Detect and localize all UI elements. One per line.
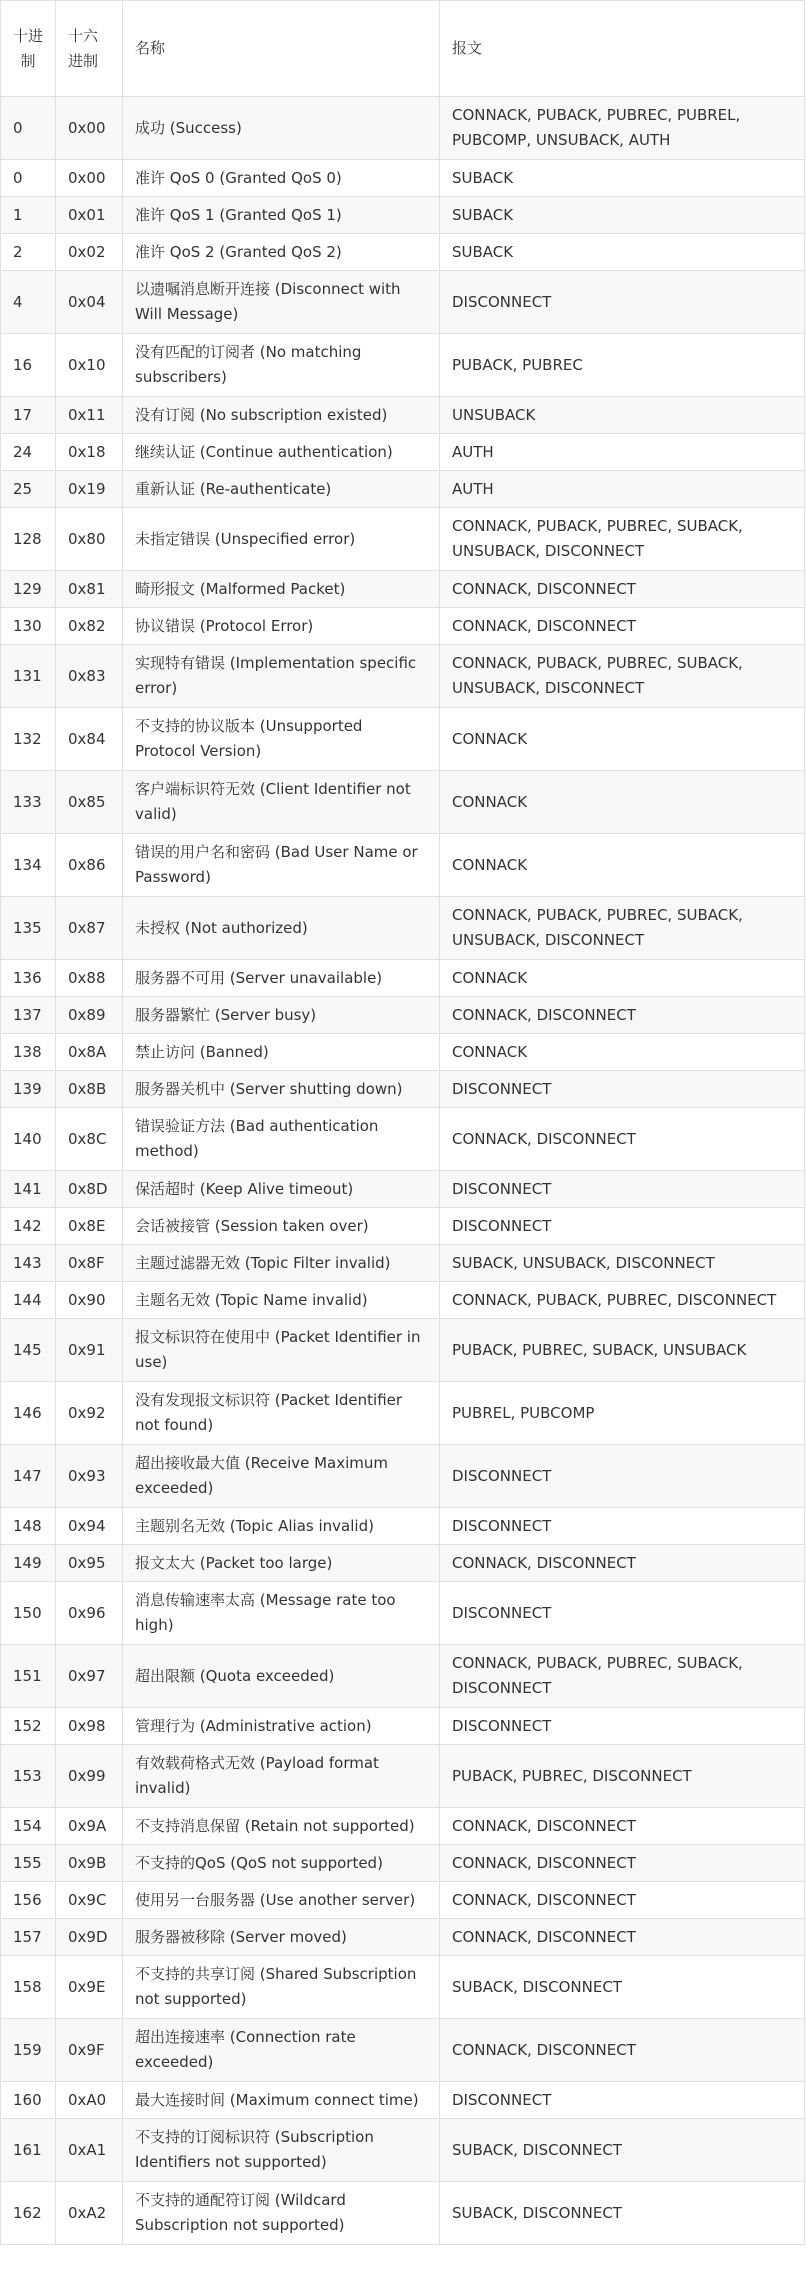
cell-hex: 0x83 <box>56 645 123 708</box>
cell-packets: CONNACK, DISCONNECT <box>440 2019 805 2082</box>
table-row <box>1 708 805 771</box>
cell-packets: CONNACK <box>440 1034 805 1071</box>
cell-packets: PUBREL, PUBCOMP <box>440 1382 805 1445</box>
cell-decimal: 136 <box>1 960 56 997</box>
table-row <box>1 1034 805 1071</box>
cell-name: 服务器繁忙 (Server busy) <box>123 997 440 1034</box>
cell-name: 成功 (Success) <box>123 97 440 160</box>
header-hex: 十六进制 <box>56 1 123 97</box>
cell-hex: 0x02 <box>56 234 123 271</box>
cell-hex: 0x84 <box>56 708 123 771</box>
cell-name: 保活超时 (Keep Alive timeout) <box>123 1171 440 1208</box>
cell-name: 服务器不可用 (Server unavailable) <box>123 960 440 997</box>
cell-name: 未指定错误 (Unspecified error) <box>123 508 440 571</box>
table-row <box>1 1171 805 1208</box>
cell-packets: DISCONNECT <box>440 1071 805 1108</box>
table-row <box>1 2019 805 2082</box>
cell-hex: 0x8E <box>56 1208 123 1245</box>
cell-decimal: 17 <box>1 397 56 434</box>
cell-packets: CONNACK, DISCONNECT <box>440 1545 805 1582</box>
cell-packets: AUTH <box>440 471 805 508</box>
cell-decimal: 2 <box>1 234 56 271</box>
table-row <box>1 1582 805 1645</box>
cell-name: 管理行为 (Administrative action) <box>123 1708 440 1745</box>
cell-packets: SUBACK <box>440 234 805 271</box>
cell-name: 没有匹配的订阅者 (No matching subscribers) <box>123 334 440 397</box>
cell-name: 会话被接管 (Session taken over) <box>123 1208 440 1245</box>
cell-name: 不支持的QoS (QoS not supported) <box>123 1845 440 1882</box>
cell-hex: 0x90 <box>56 1282 123 1319</box>
cell-decimal: 156 <box>1 1882 56 1919</box>
table-row <box>1 897 805 960</box>
table-row <box>1 1645 805 1708</box>
table-row <box>1 1919 805 1956</box>
cell-name: 错误验证方法 (Bad authentication method) <box>123 1108 440 1171</box>
cell-packets: CONNACK, PUBACK, PUBREC, SUBACK, DISCONNECT <box>440 1645 805 1708</box>
cell-name: 主题过滤器无效 (Topic Filter invalid) <box>123 1245 440 1282</box>
cell-packets: CONNACK, DISCONNECT <box>440 571 805 608</box>
cell-hex: 0x86 <box>56 834 123 897</box>
cell-decimal: 160 <box>1 2082 56 2119</box>
table-row <box>1 645 805 708</box>
cell-hex: 0x9D <box>56 1919 123 1956</box>
cell-packets: DISCONNECT <box>440 1708 805 1745</box>
cell-name: 不支持消息保留 (Retain not supported) <box>123 1808 440 1845</box>
cell-decimal: 0 <box>1 160 56 197</box>
table-row <box>1 1108 805 1171</box>
cell-name: 不支持的通配符订阅 (Wildcard Subscription not supported) <box>123 2182 440 2245</box>
table-row <box>1 334 805 397</box>
cell-hex: 0x10 <box>56 334 123 397</box>
cell-packets: CONNACK <box>440 960 805 997</box>
table-row <box>1 1445 805 1508</box>
cell-packets: CONNACK, PUBACK, PUBREC, DISCONNECT <box>440 1282 805 1319</box>
cell-hex: 0x91 <box>56 1319 123 1382</box>
cell-decimal: 151 <box>1 1645 56 1708</box>
cell-hex: 0x18 <box>56 434 123 471</box>
cell-hex: 0x04 <box>56 271 123 334</box>
cell-name: 消息传输速率太高 (Message rate too high) <box>123 1582 440 1645</box>
cell-name: 没有发现报文标识符 (Packet Identifier not found) <box>123 1382 440 1445</box>
cell-packets: PUBACK, PUBREC <box>440 334 805 397</box>
cell-decimal: 149 <box>1 1545 56 1582</box>
cell-packets: CONNACK, DISCONNECT <box>440 1845 805 1882</box>
cell-hex: 0x94 <box>56 1508 123 1545</box>
cell-decimal: 142 <box>1 1208 56 1245</box>
cell-name: 准许 QoS 0 (Granted QoS 0) <box>123 160 440 197</box>
cell-decimal: 155 <box>1 1845 56 1882</box>
cell-name: 畸形报文 (Malformed Packet) <box>123 571 440 608</box>
header-packets: 报文 <box>440 1 805 97</box>
table-row <box>1 2082 805 2119</box>
cell-packets: SUBACK, DISCONNECT <box>440 2119 805 2182</box>
cell-decimal: 152 <box>1 1708 56 1745</box>
cell-decimal: 134 <box>1 834 56 897</box>
cell-decimal: 135 <box>1 897 56 960</box>
cell-packets: CONNACK, PUBACK, PUBREC, SUBACK, UNSUBACK, DISCONNECT <box>440 645 805 708</box>
cell-decimal: 158 <box>1 1956 56 2019</box>
cell-packets: PUBACK, PUBREC, SUBACK, UNSUBACK <box>440 1319 805 1382</box>
cell-hex: 0x99 <box>56 1745 123 1808</box>
cell-name: 最大连接时间 (Maximum connect time) <box>123 2082 440 2119</box>
cell-hex: 0x98 <box>56 1708 123 1745</box>
cell-hex: 0x8F <box>56 1245 123 1282</box>
cell-hex: 0x89 <box>56 997 123 1034</box>
table-row <box>1 771 805 834</box>
cell-packets: CONNACK <box>440 771 805 834</box>
table-row <box>1 1382 805 1445</box>
cell-hex: 0x9C <box>56 1882 123 1919</box>
cell-decimal: 25 <box>1 471 56 508</box>
table-row <box>1 1956 805 2019</box>
table-row <box>1 2182 805 2245</box>
cell-name: 报文标识符在使用中 (Packet Identifier in use) <box>123 1319 440 1382</box>
table-row <box>1 997 805 1034</box>
cell-hex: 0x95 <box>56 1545 123 1582</box>
cell-name: 继续认证 (Continue authentication) <box>123 434 440 471</box>
cell-decimal: 141 <box>1 1171 56 1208</box>
cell-hex: 0x00 <box>56 160 123 197</box>
cell-packets: DISCONNECT <box>440 1208 805 1245</box>
table-row <box>1 1545 805 1582</box>
table-row <box>1 834 805 897</box>
cell-hex: 0x9F <box>56 2019 123 2082</box>
cell-hex: 0x80 <box>56 508 123 571</box>
cell-hex: 0x88 <box>56 960 123 997</box>
cell-decimal: 153 <box>1 1745 56 1808</box>
cell-hex: 0x81 <box>56 571 123 608</box>
cell-name: 错误的用户名和密码 (Bad User Name or Password) <box>123 834 440 897</box>
cell-hex: 0x9A <box>56 1808 123 1845</box>
cell-packets: SUBACK, DISCONNECT <box>440 1956 805 2019</box>
header-name: 名称 <box>123 1 440 97</box>
cell-hex: 0x11 <box>56 397 123 434</box>
cell-decimal: 143 <box>1 1245 56 1282</box>
cell-packets: CONNACK, DISCONNECT <box>440 997 805 1034</box>
cell-packets: CONNACK, DISCONNECT <box>440 1882 805 1919</box>
cell-decimal: 145 <box>1 1319 56 1382</box>
cell-decimal: 148 <box>1 1508 56 1545</box>
cell-decimal: 4 <box>1 271 56 334</box>
cell-name: 使用另一台服务器 (Use another server) <box>123 1882 440 1919</box>
cell-name: 重新认证 (Re-authenticate) <box>123 471 440 508</box>
cell-hex: 0x92 <box>56 1382 123 1445</box>
cell-name: 不支持的协议版本 (Unsupported Protocol Version) <box>123 708 440 771</box>
table-row <box>1 197 805 234</box>
cell-decimal: 130 <box>1 608 56 645</box>
table-row <box>1 471 805 508</box>
table-row <box>1 571 805 608</box>
cell-packets: DISCONNECT <box>440 1582 805 1645</box>
cell-decimal: 128 <box>1 508 56 571</box>
table-row <box>1 1319 805 1382</box>
table-row <box>1 508 805 571</box>
cell-decimal: 159 <box>1 2019 56 2082</box>
cell-packets: PUBACK, PUBREC, DISCONNECT <box>440 1745 805 1808</box>
cell-hex: 0x8C <box>56 1108 123 1171</box>
table-row <box>1 434 805 471</box>
cell-decimal: 137 <box>1 997 56 1034</box>
table-body <box>1 97 805 2245</box>
table-row <box>1 608 805 645</box>
cell-name: 准许 QoS 2 (Granted QoS 2) <box>123 234 440 271</box>
cell-hex: 0x97 <box>56 1645 123 1708</box>
cell-decimal: 146 <box>1 1382 56 1445</box>
cell-name: 协议错误 (Protocol Error) <box>123 608 440 645</box>
cell-hex: 0x9E <box>56 1956 123 2019</box>
cell-packets: SUBACK, UNSUBACK, DISCONNECT <box>440 1245 805 1282</box>
table-row <box>1 97 805 160</box>
cell-name: 服务器被移除 (Server moved) <box>123 1919 440 1956</box>
cell-decimal: 161 <box>1 2119 56 2182</box>
table-row <box>1 1071 805 1108</box>
cell-packets: CONNACK, DISCONNECT <box>440 1808 805 1845</box>
table-row <box>1 397 805 434</box>
cell-name: 不支持的共享订阅 (Shared Subscription not supported) <box>123 1956 440 2019</box>
cell-hex: 0x8A <box>56 1034 123 1071</box>
cell-decimal: 1 <box>1 197 56 234</box>
table-row <box>1 960 805 997</box>
cell-name: 主题别名无效 (Topic Alias invalid) <box>123 1508 440 1545</box>
cell-decimal: 144 <box>1 1282 56 1319</box>
table-header-row <box>1 1 805 97</box>
cell-decimal: 132 <box>1 708 56 771</box>
cell-decimal: 157 <box>1 1919 56 1956</box>
cell-packets: AUTH <box>440 434 805 471</box>
cell-hex: 0x00 <box>56 97 123 160</box>
cell-name: 超出接收最大值 (Receive Maximum exceeded) <box>123 1445 440 1508</box>
cell-packets: CONNACK <box>440 708 805 771</box>
table-row <box>1 1208 805 1245</box>
cell-name: 未授权 (Not authorized) <box>123 897 440 960</box>
cell-hex: 0x9B <box>56 1845 123 1882</box>
cell-packets: SUBACK, DISCONNECT <box>440 2182 805 2245</box>
cell-packets: CONNACK, DISCONNECT <box>440 608 805 645</box>
cell-packets: DISCONNECT <box>440 1508 805 1545</box>
cell-packets: CONNACK, DISCONNECT <box>440 1919 805 1956</box>
cell-decimal: 154 <box>1 1808 56 1845</box>
cell-packets: DISCONNECT <box>440 271 805 334</box>
table-row <box>1 271 805 334</box>
cell-packets: CONNACK, PUBACK, PUBREC, SUBACK, UNSUBACK, DISCONNECT <box>440 897 805 960</box>
cell-hex: 0xA0 <box>56 2082 123 2119</box>
cell-decimal: 0 <box>1 97 56 160</box>
cell-decimal: 162 <box>1 2182 56 2245</box>
cell-decimal: 138 <box>1 1034 56 1071</box>
cell-hex: 0x85 <box>56 771 123 834</box>
cell-packets: SUBACK <box>440 160 805 197</box>
cell-name: 报文太大 (Packet too large) <box>123 1545 440 1582</box>
table-row <box>1 234 805 271</box>
cell-hex: 0x01 <box>56 197 123 234</box>
cell-name: 不支持的订阅标识符 (Subscription Identifiers not supported) <box>123 2119 440 2182</box>
cell-name: 禁止访问 (Banned) <box>123 1034 440 1071</box>
cell-packets: SUBACK <box>440 197 805 234</box>
cell-name: 客户端标识符无效 (Client Identifier not valid) <box>123 771 440 834</box>
header-decimal: 十进制 <box>1 1 56 97</box>
cell-packets: CONNACK, DISCONNECT <box>440 1108 805 1171</box>
cell-hex: 0x8B <box>56 1071 123 1108</box>
table-row <box>1 1808 805 1845</box>
cell-hex: 0xA2 <box>56 2182 123 2245</box>
cell-decimal: 150 <box>1 1582 56 1645</box>
cell-decimal: 131 <box>1 645 56 708</box>
cell-hex: 0x87 <box>56 897 123 960</box>
cell-name: 超出限额 (Quota exceeded) <box>123 1645 440 1708</box>
table-row <box>1 1745 805 1808</box>
cell-name: 有效载荷格式无效 (Payload format invalid) <box>123 1745 440 1808</box>
cell-hex: 0xA1 <box>56 2119 123 2182</box>
cell-packets: DISCONNECT <box>440 1171 805 1208</box>
cell-packets: CONNACK <box>440 834 805 897</box>
table-row <box>1 2119 805 2182</box>
cell-decimal: 140 <box>1 1108 56 1171</box>
cell-name: 服务器关机中 (Server shutting down) <box>123 1071 440 1108</box>
cell-hex: 0x96 <box>56 1582 123 1645</box>
cell-hex: 0x82 <box>56 608 123 645</box>
cell-decimal: 16 <box>1 334 56 397</box>
cell-name: 以遗嘱消息断开连接 (Disconnect with Will Message) <box>123 271 440 334</box>
cell-decimal: 147 <box>1 1445 56 1508</box>
cell-hex: 0x19 <box>56 471 123 508</box>
cell-decimal: 129 <box>1 571 56 608</box>
cell-decimal: 133 <box>1 771 56 834</box>
cell-packets: DISCONNECT <box>440 2082 805 2119</box>
cell-name: 准许 QoS 1 (Granted QoS 1) <box>123 197 440 234</box>
cell-packets: CONNACK, PUBACK, PUBREC, PUBREL, PUBCOMP, UNSUBACK, AUTH <box>440 97 805 160</box>
table-row <box>1 160 805 197</box>
table-row <box>1 1708 805 1745</box>
cell-decimal: 139 <box>1 1071 56 1108</box>
cell-packets: CONNACK, PUBACK, PUBREC, SUBACK, UNSUBACK, DISCONNECT <box>440 508 805 571</box>
table-row <box>1 1282 805 1319</box>
cell-name: 没有订阅 (No subscription existed) <box>123 397 440 434</box>
cell-name: 主题名无效 (Topic Name invalid) <box>123 1282 440 1319</box>
cell-packets: DISCONNECT <box>440 1445 805 1508</box>
cell-hex: 0x93 <box>56 1445 123 1508</box>
cell-name: 实现特有错误 (Implementation specific error) <box>123 645 440 708</box>
cell-packets: UNSUBACK <box>440 397 805 434</box>
table-row <box>1 1882 805 1919</box>
cell-hex: 0x8D <box>56 1171 123 1208</box>
cell-decimal: 24 <box>1 434 56 471</box>
table-row <box>1 1508 805 1545</box>
table-row <box>1 1245 805 1282</box>
table-row <box>1 1845 805 1882</box>
cell-name: 超出连接速率 (Connection rate exceeded) <box>123 2019 440 2082</box>
